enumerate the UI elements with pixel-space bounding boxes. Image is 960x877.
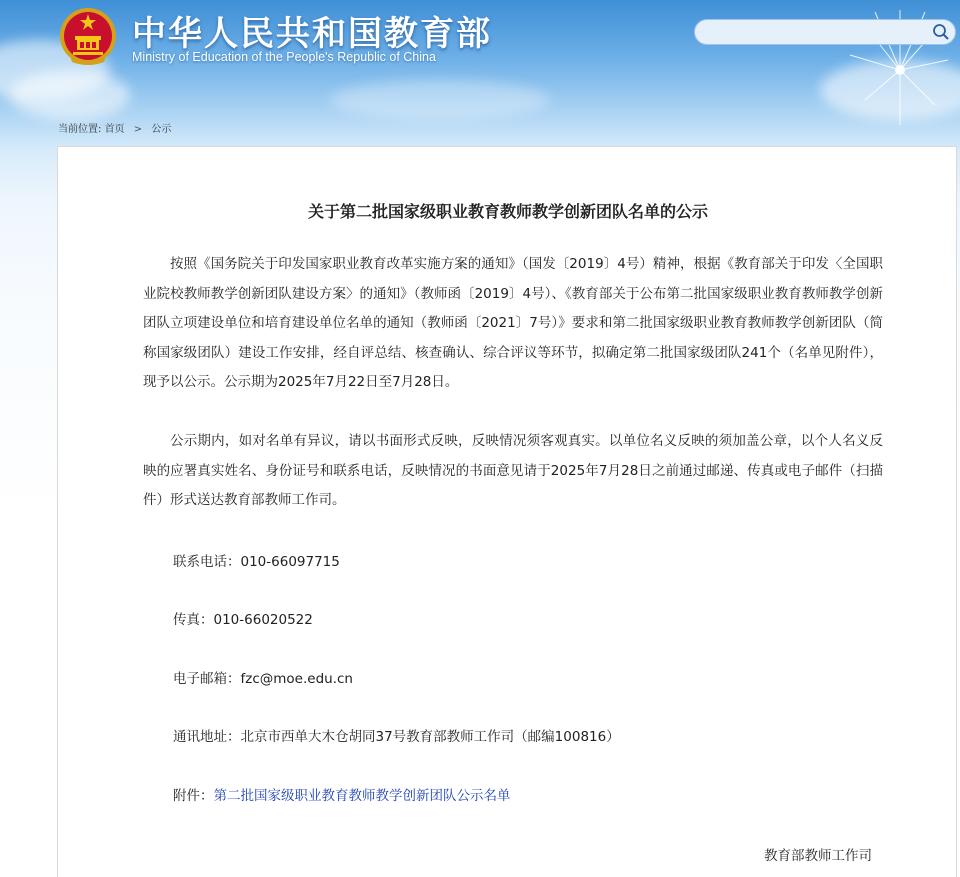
article-signature: 教育部教师工作司	[764, 848, 872, 864]
national-emblem-icon[interactable]	[58, 6, 118, 68]
contact-address: 通讯地址：北京市西单大木仓胡同37号教育部教师工作司（邮编100816）	[173, 729, 620, 745]
breadcrumb-separator: >	[133, 124, 143, 135]
article-title: 关于第二批国家级职业教育教师教学创新团队名单的公示	[307, 202, 708, 221]
article-paragraph-2: 公示期内，如对名单有异议，请以书面形式反映，反映情况须客观真实。以单位名义反映的须加盖公章，以个人名义反映的应署真实姓名、身份证号和联系电话，反映情况的书面意见请于2025年7月28日之前通过邮递、传真或电子邮件（扫描件）形式送达教育部教师工作司。	[143, 433, 883, 508]
search-icon[interactable]	[931, 22, 951, 42]
contact-fax: 传真：010-66020522	[173, 612, 313, 628]
attachment-line	[173, 784, 511, 804]
breadcrumb-prefix: 当前位置:	[58, 124, 102, 135]
article-paragraph-1: 按照《国务院关于印发国家职业教育改革实施方案的通知》（国发〔2019〕4号）精神，根据《教育部关于印发〈全国职业院校教师教学创新团队建设方案〉的通知》（教师函〔2019〕4号）、《教育部关于公布第二批国家级职业教育教师教学创新团队立项建设单位和培育建设单位名单的通知（教师函〔2021〕7号）》要求和第二批国家级职业教育教师教学创新团队（简称国家级团队）建设工作安排，经自评总结、核查确认、综合评议等环节，拟确定第二批国家级团队241个（名单见附件），现予以公示。公示期为2025年7月22日至7月28日。	[143, 256, 883, 390]
site-header	[0, 0, 960, 112]
contact-phone: 联系电话：010-66097715	[173, 554, 340, 570]
article-container	[57, 146, 957, 877]
site-subtitle: Ministry of Education of the People's Republic of China	[132, 50, 436, 64]
search-box	[694, 19, 956, 45]
attachment-label: 附件：	[173, 788, 214, 804]
search-input[interactable]	[705, 23, 929, 43]
site-title[interactable]: 中华人民共和国教育部	[132, 14, 492, 54]
breadcrumb-home-link[interactable]: 首页	[104, 124, 125, 135]
contact-email: 电子邮箱：fzc@moe.edu.cn	[173, 671, 353, 687]
breadcrumb-current-link[interactable]: 公示	[151, 124, 172, 135]
attachment-link[interactable]: 第二批国家级职业教育教师教学创新团队公示名单	[213, 788, 511, 804]
breadcrumb	[58, 120, 171, 135]
